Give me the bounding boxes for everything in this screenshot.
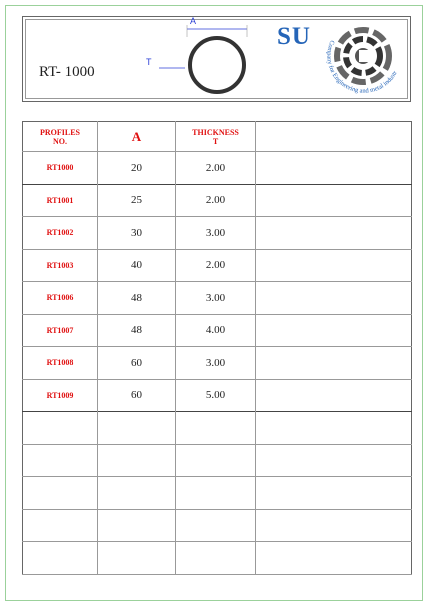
thickness-cell: 2.00 [176, 184, 256, 217]
profile-code-cell: RT1009 [23, 379, 98, 412]
extra-cell [256, 217, 412, 250]
profile-code-cell [23, 477, 98, 510]
table-row [23, 282, 412, 315]
extra-cell [256, 282, 412, 315]
dimension-a-cell: 25 [98, 184, 176, 217]
dimension-a-cell [98, 412, 176, 445]
extra-cell [256, 412, 412, 445]
thickness-cell: 4.00 [176, 314, 256, 347]
dimension-a-cell: 60 [98, 379, 176, 412]
thickness-cell [176, 542, 256, 575]
profile-code-cell [23, 444, 98, 477]
thickness-cell: 3.00 [176, 282, 256, 315]
logo-initials: SU [277, 23, 311, 50]
profile-code-cell: RT1001 [23, 184, 98, 217]
drawing-header [22, 16, 411, 102]
thickness-cell: 3.00 [176, 217, 256, 250]
profile-code-cell [23, 412, 98, 445]
profile-code-cell: RT1007 [23, 314, 98, 347]
dimension-a-cell: 48 [98, 282, 176, 315]
profile-code-cell: RT1002 [23, 217, 98, 250]
header-a: A [98, 122, 176, 152]
extra-cell [256, 509, 412, 542]
extra-cell [256, 542, 412, 575]
table-row [23, 379, 412, 412]
table-row [23, 152, 412, 185]
table-row [23, 314, 412, 347]
round-tube-profile [190, 38, 244, 92]
profile-code-cell [23, 509, 98, 542]
company-logo-icon [319, 20, 403, 100]
table-row [23, 542, 412, 575]
dimension-a-cell [98, 444, 176, 477]
thickness-cell [176, 477, 256, 510]
thickness-cell [176, 509, 256, 542]
dimension-a-label: A [190, 16, 197, 26]
table-row [23, 217, 412, 250]
extra-cell [256, 379, 412, 412]
extra-cell [256, 477, 412, 510]
thickness-cell: 5.00 [176, 379, 256, 412]
logo-tagline: Company for Engineering and metal industr [325, 39, 399, 95]
profile-code-cell: RT1006 [23, 282, 98, 315]
profile-code-cell [23, 542, 98, 575]
dimension-a-cell [98, 542, 176, 575]
table-row [23, 444, 412, 477]
dimension-a-cell: 60 [98, 347, 176, 380]
extra-cell [256, 152, 412, 185]
profile-code-cell: RT1000 [23, 152, 98, 185]
extra-cell [256, 314, 412, 347]
dimension-a-cell: 48 [98, 314, 176, 347]
table-row [23, 249, 412, 282]
model-number: RT- 1000 [39, 64, 95, 80]
table-row [23, 509, 412, 542]
thickness-cell: 3.00 [176, 347, 256, 380]
profiles-table [22, 121, 412, 575]
dimension-a-cell: 40 [98, 249, 176, 282]
thickness-cell [176, 444, 256, 477]
table-row [23, 477, 412, 510]
profile-code-cell: RT1008 [23, 347, 98, 380]
extra-cell [256, 249, 412, 282]
dimension-a-cell: 20 [98, 152, 176, 185]
header-extra [256, 122, 412, 152]
table-header-row [23, 122, 412, 152]
header-thickness: THICKNESS T [176, 122, 256, 152]
thickness-cell [176, 412, 256, 445]
dimension-a-cell [98, 509, 176, 542]
dimension-a-cell [98, 477, 176, 510]
dimension-a-cell: 30 [98, 217, 176, 250]
extra-cell [256, 184, 412, 217]
header-profiles-no: PROFILES NO. [23, 122, 98, 152]
tube-cross-section-diagram [145, 17, 275, 101]
profile-code-cell: RT1003 [23, 249, 98, 282]
table-row [23, 347, 412, 380]
thickness-cell: 2.00 [176, 249, 256, 282]
table-row [23, 184, 412, 217]
extra-cell [256, 347, 412, 380]
table-row [23, 412, 412, 445]
extra-cell [256, 444, 412, 477]
thickness-cell: 2.00 [176, 152, 256, 185]
dimension-t-label: T [146, 57, 152, 67]
